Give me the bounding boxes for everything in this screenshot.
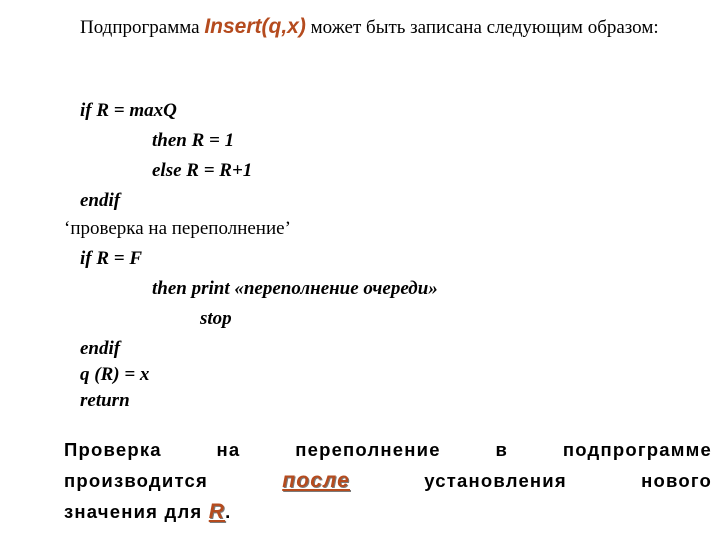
accent-variable-r: R	[208, 500, 226, 523]
intro-text-line2: образом:	[587, 17, 659, 38]
note-word: Проверка	[64, 439, 162, 460]
function-name: Insert(q,x)	[204, 15, 306, 38]
code-line-else: else R = R+1	[152, 160, 253, 181]
code-line-return: return	[80, 390, 130, 411]
note-word: на	[216, 439, 241, 460]
code-line-endif-2: endif	[80, 338, 121, 359]
code-line-if-maxq: if R = maxQ	[80, 100, 177, 121]
code-line-assign: q (R) = x	[80, 364, 150, 385]
note-word: переполнение	[295, 439, 441, 460]
code-line-stop: stop	[200, 308, 232, 329]
code-comment: ‘проверка на переполнение’	[64, 218, 291, 239]
code-line-then: then R = 1	[152, 130, 235, 151]
intro-paragraph	[8, 12, 712, 43]
note-paragraph	[64, 434, 712, 527]
note-word: производится	[64, 470, 208, 491]
note-line-3	[64, 496, 712, 527]
note-word: установления	[424, 470, 567, 491]
note-word: нового	[641, 470, 712, 491]
intro-text-after: может быть записана следующим	[310, 17, 583, 38]
intro-text-before: Подпрограмма	[80, 17, 200, 38]
note-line-2	[64, 465, 712, 496]
note-period: .	[225, 501, 232, 522]
note-word: в	[495, 439, 509, 460]
accent-word-after: после	[282, 469, 351, 492]
note-line-1	[64, 434, 712, 465]
code-line-if-f: if R = F	[80, 248, 143, 269]
code-line-then-print: then print «переполнение очереди»	[152, 278, 438, 299]
note-word: значения для	[64, 501, 203, 522]
note-word: подпрограмме	[562, 439, 712, 460]
code-line-endif-1: endif	[80, 190, 121, 211]
